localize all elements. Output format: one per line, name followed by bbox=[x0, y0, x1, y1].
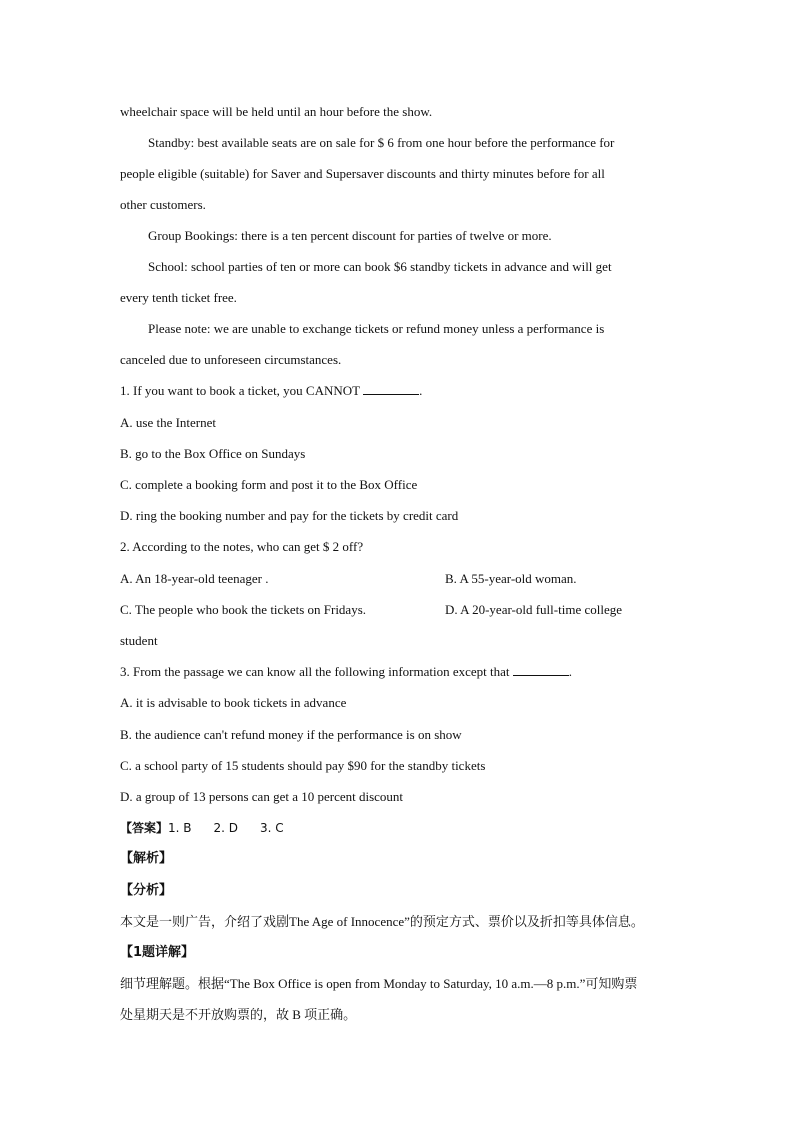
option-b: B. go to the Box Office on Sundays bbox=[120, 446, 306, 461]
passage-line: every tenth ticket free. bbox=[120, 290, 237, 305]
question-stem-text: 3. From the passage we can know all the following information except that bbox=[120, 664, 510, 679]
option-d-continuation: student bbox=[120, 633, 158, 648]
question-stem bbox=[120, 663, 572, 681]
option-d: D. ring the booking number and pay for the tickets by credit card bbox=[120, 508, 459, 523]
option-c: C. a school party of 15 students should pay $90 for the standby tickets bbox=[120, 758, 486, 773]
question-stem: 2. According to the notes, who can get $ 2 off? bbox=[120, 539, 364, 554]
option-a: A. it is advisable to book tickets in advance bbox=[120, 695, 347, 710]
answer-item: 1. B bbox=[168, 821, 192, 835]
detail-1-text: 细节理解题。根据“The Box Office is open from Monday to Saturday, 10 a.m.—8 p.m.”可知购票 bbox=[120, 976, 638, 991]
answer-label: 【答案】 bbox=[120, 821, 169, 835]
summary-text: 本文是一则广告，介绍了戏剧The Age of Innocence”的预定方式、票价以及折扣等具体信息。 bbox=[120, 914, 644, 929]
question-stem-end: . bbox=[419, 383, 423, 398]
answer-blank bbox=[513, 663, 569, 676]
detail-1-heading: 【1题详解】 bbox=[120, 945, 195, 960]
option-a: A. An 18-year-old teenager . bbox=[120, 571, 269, 586]
passage-line: wheelchair space will be held until an hour before the show. bbox=[120, 104, 433, 119]
passage-line: canceled due to unforeseen circumstances. bbox=[120, 352, 342, 367]
answer-item: 3. C bbox=[260, 821, 284, 835]
passage-line: Please note: we are unable to exchange tickets or refund money unless a performance is bbox=[148, 321, 605, 336]
question-stem bbox=[120, 382, 422, 400]
answer-line bbox=[120, 819, 306, 837]
option-c: C. complete a booking form and post it to the Box Office bbox=[120, 477, 418, 492]
passage-line: people eligible (suitable) for Saver and Supersaver discounts and thirty minutes before for all bbox=[120, 166, 605, 181]
option-a: A. use the Internet bbox=[120, 415, 217, 430]
option-d: D. a group of 13 persons can get a 10 percent discount bbox=[120, 789, 404, 804]
jiexi-heading: 【解析】 bbox=[120, 851, 173, 866]
question-stem-end: . bbox=[568, 664, 573, 679]
passage-line: School: school parties of ten or more can book $6 standby tickets in advance and will get bbox=[148, 259, 612, 274]
option-b: B. A 55-year-old woman. bbox=[445, 571, 577, 586]
fenxi-heading: 【分析】 bbox=[120, 883, 173, 898]
option-d: D. A 20-year-old full-time college bbox=[445, 602, 622, 617]
question-stem-text: 1. If you want to book a ticket, you CANNOT bbox=[120, 383, 360, 398]
detail-1-text: 处星期天是不开放购票的，故 B 项正确。 bbox=[120, 1007, 357, 1022]
option-b: B. the audience can't refund money if the performance is on show bbox=[120, 727, 462, 742]
passage-line: other customers. bbox=[120, 197, 206, 212]
answer-blank bbox=[363, 382, 419, 395]
passage-line: Group Bookings: there is a ten percent discount for parties of twelve or more. bbox=[148, 228, 552, 243]
passage-line: Standby: best available seats are on sale for $ 6 from one hour before the performance for bbox=[148, 135, 615, 150]
answer-item: 2. D bbox=[213, 821, 239, 835]
option-c: C. The people who book the tickets on Fridays. bbox=[120, 602, 367, 617]
